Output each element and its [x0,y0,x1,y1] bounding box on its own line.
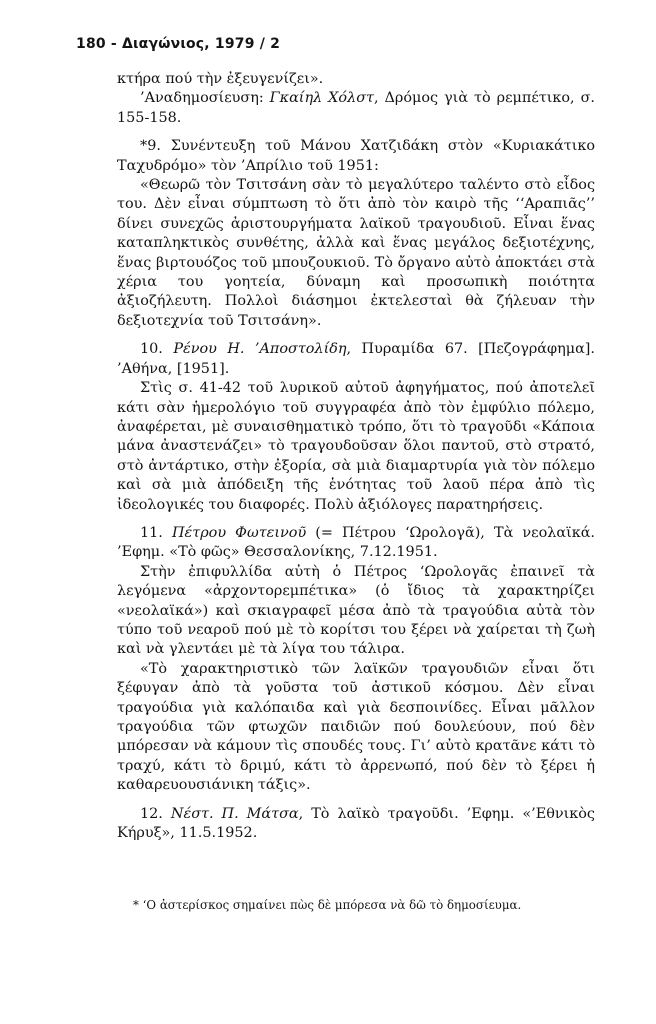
entry-9-quote: «Θεωρῶ τὸν Τσιτσάνη σὰν τὸ μεγαλύτερο ταλέντο στὸ εἶδος του. Δὲν εἶναι σύμπτωση τὸ ὅτι ἀπὸ τὸν καιρὸ τῆς ‘‘Αραπιᾶς’’ δίνει συνεχῶς ἀριστουργήματα λαϊκοῦ τραγουδιοῦ. Εἶναι ἕνας καταπληκτικὸς συνθέτης, ἀλλὰ καὶ ἕνας μεγάλος δεξιοτέχνης, ἕνας βιρτουόζος τοῦ μπουζουκιοῦ. Τὸ ὄργανο αὐτὸ ἀποκτάει στὰ χέρια του γοητεία, δύναμη καὶ προσωπικὴ ποιότητα ἀξιοζήλευτη. Πολλοὶ διάσημοι ἐκτελεσταὶ θὰ ζήλευαν τὴν δεξιοτεχνία τοῦ Τσιτσάνη». [117,177,595,329]
entry-9-heading: *9. Συνέντευξη τοῦ Μάνου Χατζιδάκη στὸν «Κυριακάτικο Ταχυδρόμο» τὸν ’Απρίλιο τοῦ 1951: [117,138,595,174]
entry-number: 12. [140,805,171,822]
paragraph-continuation: κτήρα πού τὴν ἐξευγενίζει». [117,71,324,87]
entry-10-body: Στὶς σ. 41-42 τοῦ λυρικοῦ αὐτοῦ ἀφηγήματος, πού ἀποτελεῖ κάτι σὰν ἡμερολόγιο τοῦ συγγραφέα ἀπὸ τὸν ἐμφύλιο πόλεμο, ἀναφέρεται, μὲ συναισθηματικὸ τρόπο, ὅτι τὸ τραγοῦδι «Κάποια μάνα ἀναστενάζει» τὸ τραγουδοῦσαν ὅλοι παντοῦ, στὸ στρατό, στὸ ἀντάρτικο, στὴν ἐξορία, σὰ μιὰ διαμαρτυρία γιὰ τὸν πόλεμο καὶ σὰ μιὰ ἀπόδειξη τῆς ἑνότητας τοῦ λαοῦ πέρα ἀπὸ τὶς ἰδεολογικές του διαφορές. Πολὺ ἀξιόλογες παρατηρήσεις. [117,380,595,513]
citation-rest: , Τὸ λαϊκὸ τραγοῦδι. ’Εφημ. «’Εθνικὸς Κήρυξ», 11.5.1952. [117,805,595,842]
entry-11-quote: «Τὸ χαρακτηριστικὸ τῶν λαϊκῶν τραγουδιῶν εἶναι ὅτι ξέφυγαν ἀπὸ τὰ γοῦστα τοῦ ἀστικοῦ κόσμου. Δὲν εἶναι τραγούδια γιὰ καλόπαιδα καὶ γιὰ δεσποινίδες. Εἶναι μᾶλλον τραγούδια τῶν φτωχῶν παιδιῶν πού δουλεύουν, πού δὲν μπόρεσαν νὰ κάμουν τὶς σπουδές τους. Γι’ αὐτὸ κρατᾶνε κάτι τὸ τραχύ, κάτι τὸ δριμύ, κάτι τὸ ἀρρενωπό, πού δὲν τὸ ξέρει ἡ καθαρευουσιάνικη τάξις». [117,660,595,794]
citation-rest: , Δρόμος γιὰ τὸ ρεμπέτικο, σ. 155-158. [117,90,595,126]
author-name: Γκαίηλ Χόλστ [269,90,374,107]
running-header: 180 - Διαγώνιος, 1979 / 2 [76,36,281,52]
entry-number: 11. [140,524,172,541]
citation-rest: , Πυραμίδα 67. [Πεζογράφημα]. ’Αθήνα, [1951]. [117,341,595,377]
author-name: Πέτρου Φωτεινοῦ [171,524,307,541]
entry-number: 10. [140,341,174,358]
author-name: Νέστ. Π. Μάτσα [170,805,299,822]
entry-10-citation [117,340,595,379]
republication-note [117,89,595,128]
entry-11-citation [117,524,595,563]
entry-12-citation [117,805,595,844]
footnote: * ‘Ο ἀστερίσκος σημαίνει πὼς δὲ μπόρεσα νὰ δῶ τὸ δημοσίευμα. [133,898,522,912]
republication-label: ’Αναδημοσίευση: [140,90,270,107]
citation-rest: (= Πέτρου ‘Ωρολογᾶ), Τὰ νεολαϊκά. ’Εφημ. «Τὸ φῶς» Θεσσαλονίκης, 7.12.1951. [117,524,596,561]
author-name: Ρένου Η. ’Αποστολίδη [173,341,347,358]
main-text [117,70,595,843]
entry-11-body: Στὴν ἐπιφυλλίδα αὐτὴ ὁ Πέτρος ‘Ωρολογᾶς ἐπαινεῖ τὰ λεγόμενα «ἀρχοντορεμπέτικα» (ὁ ἴδιος τὰ χαρακτηρίζει «νεολαϊκά») καὶ σκιαγραφεῖ μέσα ἀπὸ τὰ τραγούδια αὐτὰ τὸν τύπο τοῦ νεαροῦ πού μὲ τὸ κορίτσι του ξέρει νὰ χαίρεται τὴ ζωὴ καὶ νὰ γλεντάει μὲ τὰ λίγα του τάλιρα. [117,563,595,658]
